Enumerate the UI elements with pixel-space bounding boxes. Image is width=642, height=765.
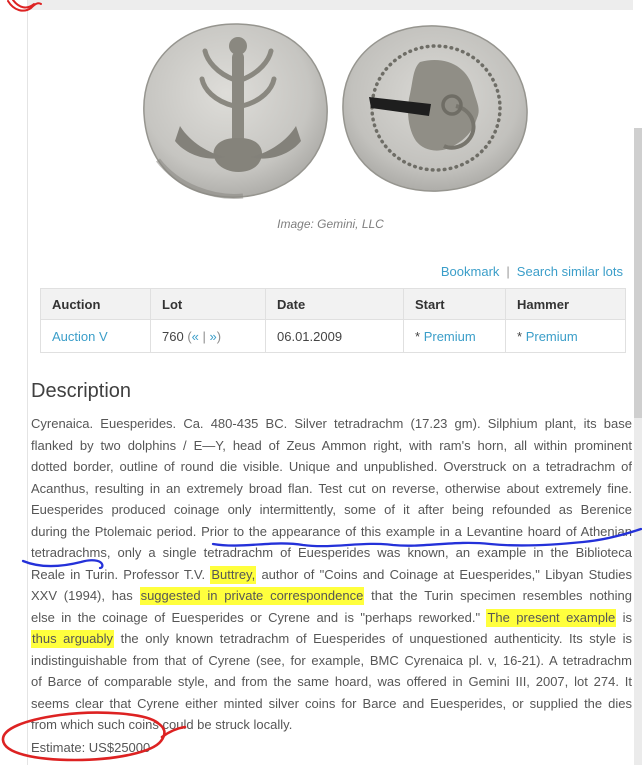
- text-segment: is: [616, 609, 632, 625]
- lot-number: 760: [162, 328, 184, 344]
- text-segment: dotted border, outline of round die visible. Unique and unpublished. Overstruck on a tetradrachm of: [31, 459, 632, 474]
- auction-table: [40, 288, 626, 353]
- text-segment: the only known tetradrachm of Euesperides of unquestioned authenticity. Its style is: [114, 631, 632, 646]
- top-gray-bar: [28, 0, 633, 10]
- description-line: [31, 435, 632, 457]
- highlighted-text: thus arguably: [32, 631, 114, 646]
- column-header-hammer: Hammer: [506, 289, 626, 320]
- text-segment: Euesperides produced coinage only intermittently, some of it after being refounded as Berenice: [31, 502, 632, 517]
- text-segment: from which such coins could be struck locally.: [31, 717, 293, 732]
- text-segment: seems clear that Cyrene either minted silver coins for Barce and Euesperides, or supplied the dies: [31, 695, 632, 711]
- description-line: [31, 671, 632, 693]
- estimate-text: Estimate: US$25000: [31, 739, 151, 755]
- column-header-lot: Lot: [151, 289, 266, 320]
- coin-photos: [28, 10, 633, 205]
- text-segment: of Barce of comparable style, and from the same hoard, was offered in Gemini III, 2007, lot 274. It: [31, 674, 632, 689]
- description-line: [31, 521, 632, 543]
- lot-actions: [28, 264, 623, 279]
- table-header-row: [41, 289, 626, 320]
- lot-nav-separator: |: [202, 328, 206, 344]
- text-segment: that the Turin specimen resembles nothing: [364, 588, 632, 603]
- start-note: *: [415, 328, 421, 344]
- auction-link[interactable]: Auction V: [52, 328, 108, 344]
- hammer-note: *: [517, 328, 523, 344]
- column-header-auction: Auction: [41, 289, 151, 320]
- auction-cell: [41, 320, 151, 353]
- description-line: [31, 456, 632, 478]
- text-segment: Cyrenaica. Euesperides. Ca. 480-435 BC. Silver tetradrachm (17.23 gm). Silphium plant, its base: [31, 416, 632, 431]
- search-similar-link[interactable]: Search similar lots: [516, 264, 623, 279]
- lot-cell: [151, 320, 266, 353]
- bookmark-link[interactable]: Bookmark: [440, 264, 500, 279]
- description-line: [31, 650, 632, 672]
- description-line: [31, 714, 632, 736]
- description-line: [31, 693, 632, 715]
- column-header-start: Start: [404, 289, 506, 320]
- description-text: [31, 413, 632, 736]
- image-credit-caption: Image: Gemini, LLC: [277, 217, 384, 231]
- lot-next-link[interactable]: »: [209, 328, 217, 344]
- text-segment: Reale in Turin. Professor T.V.: [31, 566, 211, 582]
- lot-nav-close: ): [216, 328, 222, 344]
- description-line: [31, 585, 632, 607]
- start-premium-link[interactable]: Premium: [423, 328, 476, 344]
- description-line: [31, 607, 632, 629]
- description-body: [31, 413, 632, 758]
- text-segment: tetradrachms, only a single tetradrachm of Euesperides was known, an example in the Biblioteca: [31, 545, 632, 560]
- highlighted-text: The present example: [487, 609, 616, 625]
- text-segment: Acanthus, resulting in an extremely broad flan. Test cut on reverse, otherwise about extremely fine.: [31, 480, 632, 496]
- text-segment: XXV (1994), has: [31, 588, 140, 603]
- hammer-cell: [506, 320, 626, 353]
- highlighted-text: Buttrey,: [211, 566, 256, 582]
- description-line: [31, 542, 632, 564]
- coin-obverse-silphium: [144, 24, 327, 197]
- hammer-premium-link[interactable]: Premium: [525, 328, 578, 344]
- start-cell: [404, 320, 506, 353]
- text-segment: author of "Coins and Coinage at Euesperides," Libyan Studies: [256, 566, 632, 582]
- actions-separator: |: [506, 264, 510, 279]
- description-title: Description: [31, 380, 132, 402]
- text-segment: flanked by two dolphins / E—Y, head of Zeus Ammon right, with ram's horn, all within prominent: [31, 437, 632, 453]
- text-segment: indistinguishable from that of Cyrene (see, for example, BMC Cyrenaica pl. v, 16-21). A tetradrachm: [31, 652, 632, 668]
- description-line: [31, 499, 632, 521]
- text-segment: during the Ptolemaic period. Prior to the appearance of this example in a Levantine hoard of Athenian: [31, 523, 632, 539]
- text-segment: else in the coinage of Euesperides or Cyrene and is "perhaps reworked.": [31, 609, 487, 625]
- description-line: [31, 413, 632, 435]
- description-line: [31, 628, 632, 650]
- scrollbar-thumb[interactable]: [634, 128, 642, 418]
- lot-prev-link[interactable]: «: [191, 328, 199, 344]
- table-row: [41, 320, 626, 353]
- column-header-date: Date: [266, 289, 404, 320]
- highlighted-text: suggested in private correspondence: [140, 588, 364, 603]
- description-line: [31, 564, 632, 586]
- lot-nav-open: (: [187, 328, 192, 344]
- scrollbar-track[interactable]: [634, 418, 642, 765]
- date-cell: 06.01.2009: [266, 320, 404, 353]
- coin-reverse-zeus: [343, 26, 527, 191]
- description-line: [31, 478, 632, 500]
